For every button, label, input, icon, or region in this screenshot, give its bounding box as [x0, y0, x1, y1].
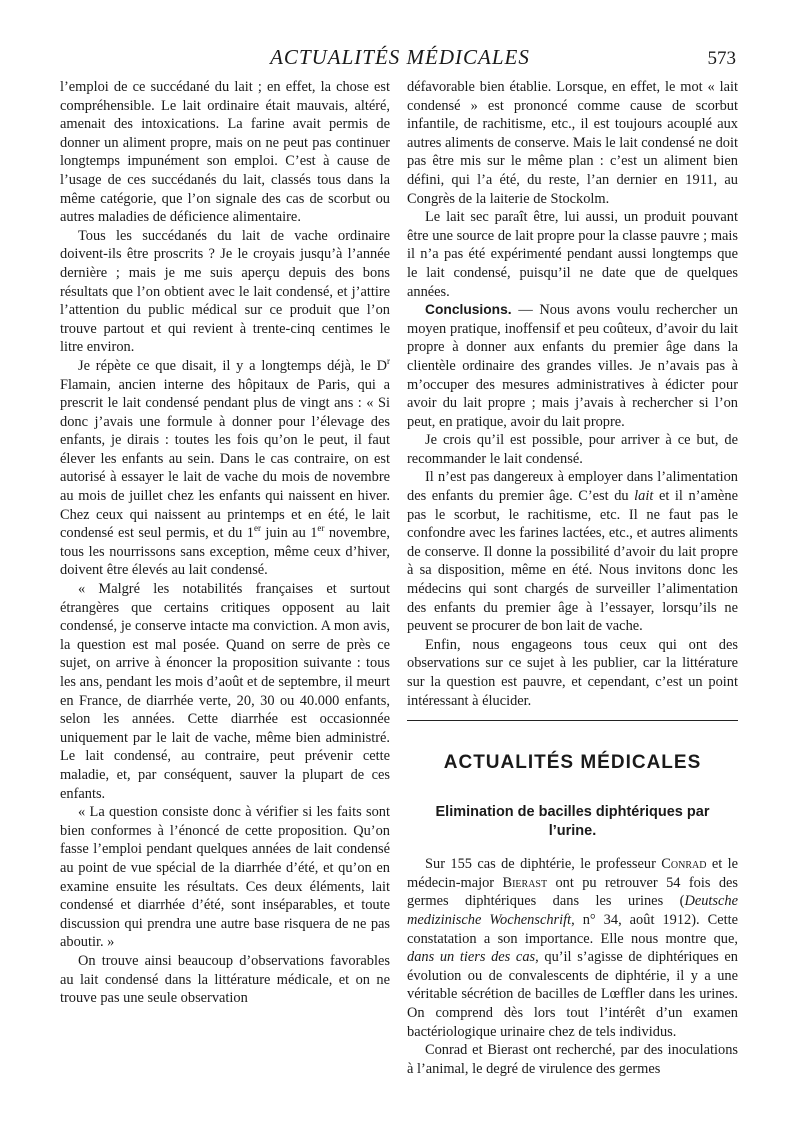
paragraph: « Malgré les notabilités françaises et surtout étrangères que certains critiques opposent au lait condensé, je conserve intacte ma conviction. A mon avis, la question est mal posée. Quand on serre de près ce sujet, on arrive à énoncer la proposition suivante : tous les ans, pendant les mois d’août et de septembre, il meurt en France, de diarrhée verte, 20, 30 ou 40.000 enfants, selon les années. Cette diarrhée est occasionnée uniquement par le lait de vache, même bien administré. Le lait condensé, au contraire, peut prévenir cette maladie, et, par conséquent, sauver la plupart de ces enfants. — [60, 581, 390, 802]
article-title: Elimination de bacilles diphtériques par l’urine. — [435, 804, 710, 840]
paragraph: « La question consiste donc à vérifier si les faits sont bien conformes à l’énoncé de cette proposition. Qu’on fasse l’emploi pendant quelques années de lait condensé au point de vue spécial de la diarrhée d’été, et qu’on en examine ensuite les résultats. Ces deux éléments, lait condensé et diarrhée d’été, sont inséparables, et toute discussion qui prendra une autre base risquera de ne pas aboutir. » — [60, 804, 390, 951]
paragraph: Il n’est pas dangereux à employer dans l’alimentation des enfants du premier âge. C’est du lait et il n’amène pas le scorbut, le rachitisme, etc. Il ne faut pas le confondre avec les farines lactées, etc., et autres aliments de conserve. Il donne la possibilité d’avoir du lait propre à sa disposition, même en été. Nous invitons donc les médecins qui sont chargés de surveiller l’alimentation des enfants du premier âge à l’essayer, lorsqu’ils ne peuvent se procurer de bon lait de vache. — [407, 469, 738, 635]
running-title: ACTUALITÉS MÉDICALES — [270, 45, 530, 69]
paragraph: Tous les succédanés du lait de vache ordinaire doivent-ils être proscrits ? Je le croyais jusqu’à l’année dernière ; mais je me suis aperçu depuis des bons résultats que l’on obtient avec le lait condensé, et j’attire l’attention du public médical sur ce produit que l’on trouve partout et qui revient à trente-cinq centimes le litre environ. — [60, 227, 390, 356]
right-column — [407, 78, 738, 1078]
section-divider — [407, 720, 738, 721]
paragraph: Conrad et Bierast ont recherché, par des inoculations à l’animal, le degré de virulence des germes — [407, 1042, 738, 1077]
paragraph: On trouve ainsi beaucoup d’observations favorables au lait condensé dans la littérature médicale, et on ne trouve pas une seule observation — [60, 952, 390, 1007]
paragraph: Sur 155 cas de diphtérie, le professeur Conrad et le médecin-major Bierast ont pu retrouver 54 fois des germes diphtériques dans les urines (Deutsche medizinische Wochenschrift, n° 34, août 1912). Cette constatation a son importance. Elle nous montre que, dans un tiers des cas, qu’il s’agisse de diphtériques en évolution ou de convalescents de diphtérie, il y a une véritable sécrétion de bacilles de Lœffler dans les urines. On comprend dès lors tout l’intérêt d’un examen bactériologique urinaire chez de tels individus. — [407, 856, 739, 1040]
page-number: 573 — [707, 48, 736, 69]
paragraph: Je crois qu’il est possible, pour arriver à ce but, de recommander le lait condensé. — [407, 432, 738, 467]
paragraph: Je répète ce que disait, il y a longtemps déjà, le $D^r$ Flamain, ancien interne des hôpitaux de Paris, qui a prescrit le lait condensé pendant plus de vingt ans : « Si donc j’avais une formule à donner pour l’élevage des enfants, je dirais : toutes les fois qu’on le peut, il faut élever les enfants au sein. Dans le cas contraire, on est autorisé à essayer le lait de vache du mois de novembre au mois de juillet chez les enfants qui naissent en hiver. Chez ceux qui naissent au printemps et en été, le lait condensé est seul permis, et du 1er juin au 1er novembre, tous les nourrissons sans exception, même ceux d’hiver, doivent être élevés au lait condensé. — [60, 356, 390, 579]
paragraph: Enfin, nous engageons tous ceux qui ont des observations sur ce sujet à les publier, car la littérature sur la question est pauvre, et cependant, c’est un point intéressant à élucider. — [407, 636, 738, 709]
conclusions-label: Conclusions. — [425, 302, 512, 318]
left-column — [60, 78, 390, 1008]
section-title: ACTUALITÉS MÉDICALES — [443, 752, 702, 774]
paragraph: Le lait sec paraît être, lui aussi, un produit pouvant être une source de lait propre pour la classe pauvre ; mais il n’a pas été expérimenté pendant aussi longtemps que le lait condensé, puisqu’il ne date que de quelques années. — [407, 209, 738, 300]
paragraph: Conclusions. — Nous avons voulu rechercher un moyen pratique, inoffensif et peu coûteux, d’avoir du lait propre à donner aux enfants du premier âge dans la clientèle ordinaire des grandes villes. Je n’avais pas à m’occuper des mesures administratives à édicter pour avoir du lait propre ; mais j’avais à rechercher si l’on peut, en pratique, avoir du lait propre. — [407, 302, 738, 430]
paragraph: défavorable bien établie. Lorsque, en effet, le mot « lait condensé » est prononcé comme cause de scorbut infantile, de rachitisme, etc., il est toujours acouplé aux autres aliments de conserve. Mais le lait condensé ne doit pas être mis sur le même plan : c’est un aliment bien défini, qui l’a été, du reste, l’an dernier en 1911, au Congrès de la laiterie de Stockolm. — [407, 79, 738, 207]
running-header — [0, 44, 800, 70]
paragraph: l’emploi de ce succédané du lait ; en effet, la chose est compréhensible. Le lait ordinaire était mauvais, altéré, amenait des intoxications. La farine avait permis de donner un aliment propre, mais on ne peut pas continuer longtemps impunément son emploi. C’est à cause de l’usage de ces succédanés du lait, classés tous dans la même catégorie, que l’on signale des cas de scorbut ou autres maladies de déficience alimentaire. — [60, 79, 390, 226]
